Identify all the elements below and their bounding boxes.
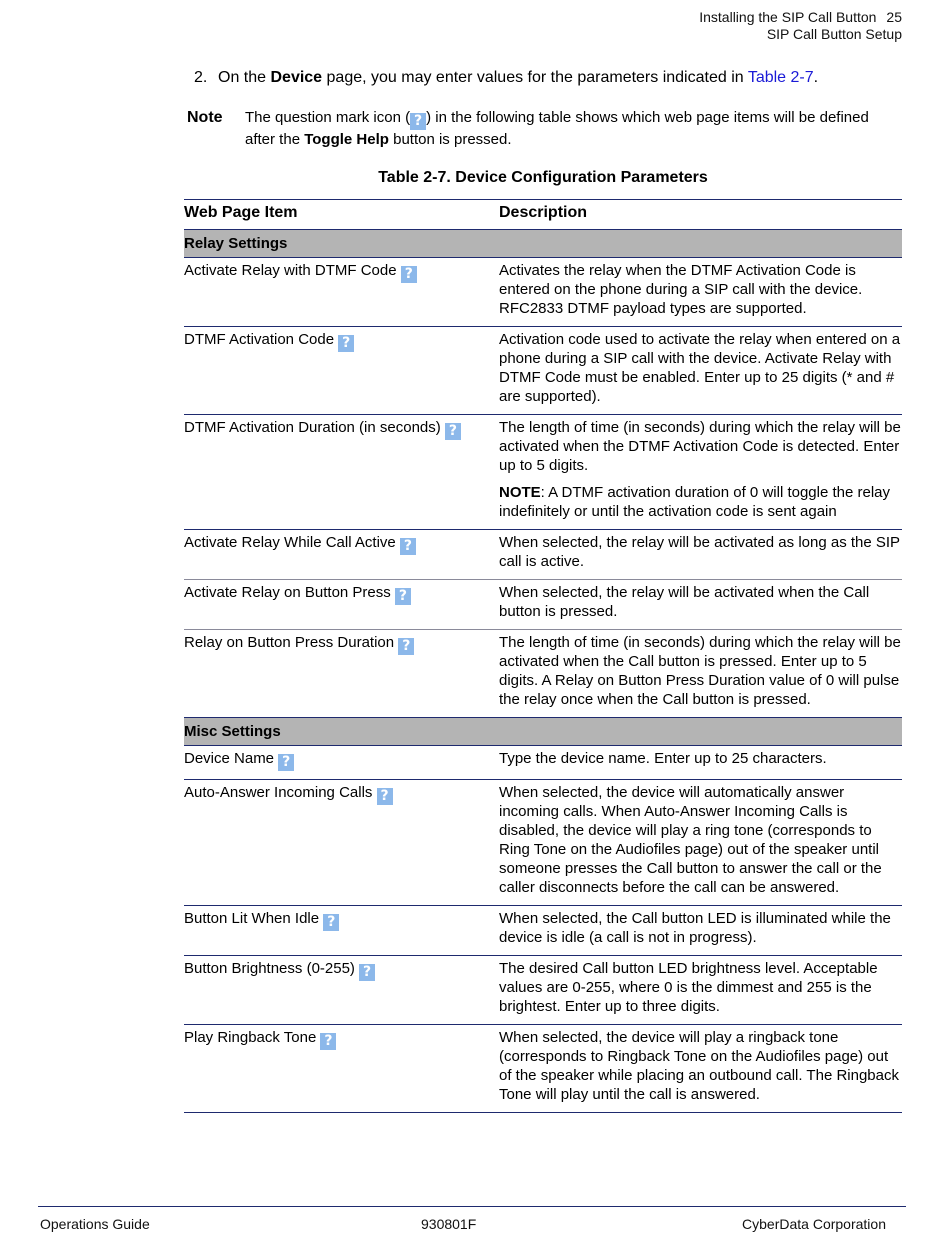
step-text-after: page, you may enter values for the parameters indicated in (322, 69, 748, 86)
note-text-middle: ) in the following table shows which web page items will be defined after the (245, 109, 869, 148)
item-label: Device Name (184, 750, 275, 767)
table-row (184, 746, 902, 780)
description-text: When selected, the relay will be activated as long as the SIP call is active. (499, 534, 900, 570)
web-page-item (184, 327, 499, 415)
note-text-after: button is pressed. (388, 131, 512, 148)
table-row (184, 415, 902, 530)
item-label: DTMF Activation Duration (in seconds) (184, 419, 441, 436)
item-description (499, 906, 902, 956)
header-section: SIP Call Button Setup (766, 26, 902, 42)
note-text: : A DTMF activation duration of 0 will toggle the relay indefinitely or until the activation code is sent again (499, 484, 891, 520)
question-mark-icon[interactable]: ? (401, 266, 417, 283)
item-description (499, 780, 902, 906)
description-text: Activates the relay when the DTMF Activation Code is entered on the phone during a SIP call with the device. RFC2833 DTMF payload types are supported. (499, 262, 863, 317)
table-row (184, 580, 902, 630)
table-row (184, 780, 902, 906)
step-instruction (194, 69, 818, 87)
item-label: Button Brightness (0-255) (184, 960, 355, 977)
item-description (499, 327, 902, 415)
question-mark-icon: ? (410, 113, 426, 130)
column-header-description: Description (499, 200, 902, 230)
description-text: When selected, the Call button LED is illuminated while the device is idle (a call is not in progress). (499, 910, 891, 946)
page-number: 25 (886, 9, 902, 25)
web-page-item (184, 956, 499, 1025)
web-page-item (184, 746, 499, 780)
table-caption: Table 2-7. Device Configuration Parameters (378, 169, 708, 186)
running-header (699, 9, 902, 43)
item-description (499, 530, 902, 580)
item-label: Relay on Button Press Duration (184, 634, 395, 651)
item-description (499, 415, 902, 530)
question-mark-icon[interactable]: ? (395, 588, 411, 605)
device-config-table (184, 199, 902, 1113)
table-link[interactable]: Table 2-7 (747, 69, 814, 86)
description-text: Type the device name. Enter up to 25 characters. (499, 750, 827, 767)
note-label: NOTE (499, 484, 541, 501)
table-row (184, 956, 902, 1025)
item-description (499, 956, 902, 1025)
note-block (187, 108, 902, 150)
item-label: Auto-Answer Incoming Calls (184, 784, 373, 801)
question-mark-icon[interactable]: ? (323, 914, 339, 931)
description-text: Activation code used to activate the relay when entered on a phone during a SIP call with the device. Activate Relay with DTMF Code must be enabled. Enter up to 25 digits (* and # are supported). (499, 331, 901, 405)
footer-rule (38, 1206, 906, 1207)
web-page-item (184, 780, 499, 906)
item-description (499, 258, 902, 327)
item-description (499, 1025, 902, 1113)
item-label: Button Lit When Idle (184, 910, 320, 927)
description-text: When selected, the device will automatically answer incoming calls. When Auto-Answer Incoming Calls is disabled, the device will play a ring tone (corresponds to Ring Tone on the Audiofiles page) out of the speaker until someone presses the Call button to answer the call or the caller disconnects before the call can be answered. (499, 784, 882, 896)
section-header-row (184, 718, 902, 746)
section-header-row (184, 230, 902, 258)
description-note (499, 483, 902, 521)
item-description (499, 746, 902, 780)
item-label: Play Ringback Tone (184, 1029, 317, 1046)
table-row (184, 630, 902, 718)
table-row (184, 906, 902, 956)
item-description (499, 630, 902, 718)
step-bold: Device (270, 69, 323, 86)
web-page-item (184, 580, 499, 630)
table-row (184, 530, 902, 580)
footer-right: CyberData Corporation (742, 1216, 886, 1232)
description-text: The length of time (in seconds) during which the relay will be activated when the DTMF Activation Code is detected. Enter up to 5 digits. (499, 419, 901, 474)
section-title: Relay Settings (184, 230, 902, 258)
web-page-item (184, 906, 499, 956)
description-text: When selected, the relay will be activated when the Call button is pressed. (499, 584, 870, 620)
step-text: On the (218, 69, 271, 86)
web-page-item (184, 630, 499, 718)
note-bold: Toggle Help (304, 131, 389, 148)
web-page-item (184, 258, 499, 327)
question-mark-icon[interactable]: ? (377, 788, 393, 805)
description-text: When selected, the device will play a ringback tone (corresponds to Ringback Tone on the Audiofiles page) out of the speaker while placing an outbound call. The Ringback Tone will play until the call is answered. (499, 1029, 899, 1103)
item-label: DTMF Activation Code (184, 331, 335, 348)
question-mark-icon[interactable]: ? (398, 638, 414, 655)
table-row (184, 327, 902, 415)
table-row (184, 1025, 902, 1113)
description-text: The length of time (in seconds) during which the relay will be activated when the Call button is pressed. Enter up to 5 digits. A Relay on Button Press Duration value of 0 will pulse the relay once when the Call button is pressed. (499, 634, 901, 708)
question-mark-icon[interactable]: ? (359, 964, 375, 981)
column-header-item: Web Page Item (184, 200, 499, 230)
footer-left: Operations Guide (40, 1216, 150, 1232)
question-mark-icon[interactable]: ? (400, 538, 416, 555)
step-number: 2. (194, 69, 208, 86)
web-page-item (184, 415, 499, 530)
table-header-row (184, 200, 902, 230)
step-end: . (813, 69, 819, 86)
item-label: Activate Relay with DTMF Code (184, 262, 397, 279)
question-mark-icon[interactable]: ? (320, 1033, 336, 1050)
question-mark-icon[interactable]: ? (445, 423, 461, 440)
table-row (184, 258, 902, 327)
footer-center: 930801F (421, 1216, 477, 1232)
item-description (499, 580, 902, 630)
header-chapter: Installing the SIP Call Button (699, 9, 877, 25)
web-page-item (184, 530, 499, 580)
description-text: The desired Call button LED brightness level. Acceptable values are 0-255, where 0 is the dimmest and 255 is the brightest. Enter up to three digits. (499, 960, 878, 1015)
note-text: The question mark icon ( (245, 109, 411, 126)
section-title: Misc Settings (184, 718, 902, 746)
web-page-item (184, 1025, 499, 1113)
item-label: Activate Relay on Button Press (184, 584, 391, 601)
note-label: Note (187, 109, 223, 126)
question-mark-icon[interactable]: ? (278, 754, 294, 771)
item-label: Activate Relay While Call Active (184, 534, 396, 551)
question-mark-icon[interactable]: ? (338, 335, 354, 352)
